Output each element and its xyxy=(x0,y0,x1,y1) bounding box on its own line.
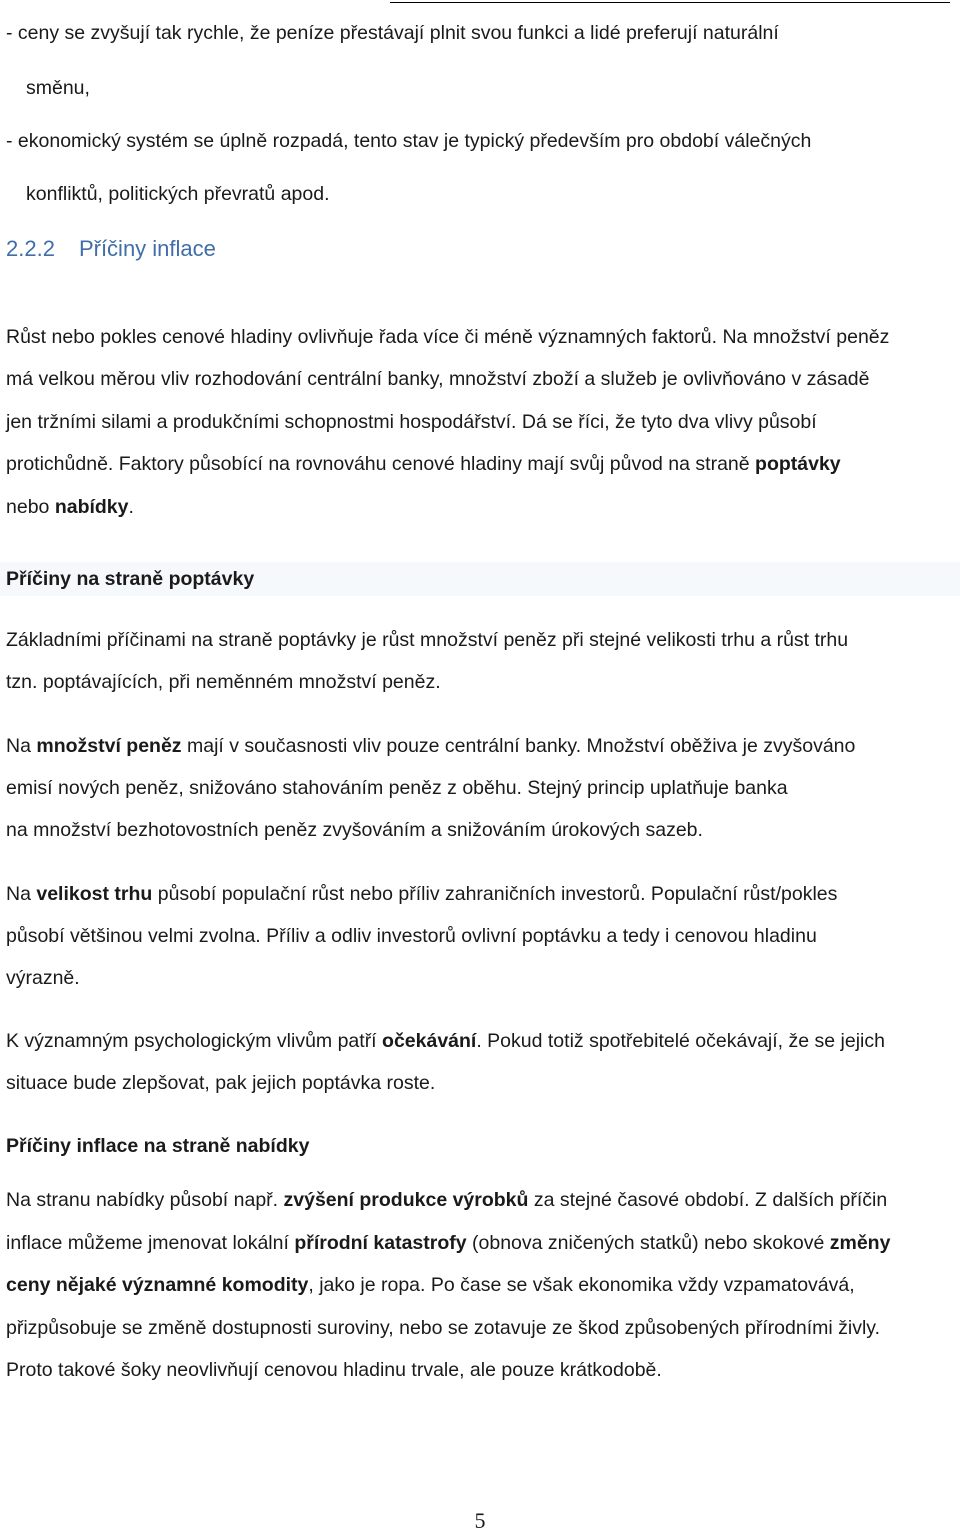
intro-bold: nabídky xyxy=(54,496,129,518)
demand-text: mají v současnosti vliv pouze centrální banky. Množství oběživa je zvyšováno xyxy=(181,735,856,757)
supply-line-4: přizpůsobuje se změně dostupnosti suroviny, nebo se zotavuje ze škod způsobených přírodními živly. xyxy=(6,1317,880,1339)
demand-p3-line-1 xyxy=(6,882,954,906)
demand-p2-line-3: na množství bezhotovostních peněz zvyšováním a snižováním úrokových sazeb. xyxy=(6,819,703,841)
intro-bold: poptávky xyxy=(755,453,841,475)
section-title: Příčiny inflace xyxy=(78,236,216,261)
demand-text: Na xyxy=(6,883,37,905)
intro-line-5 xyxy=(6,495,954,519)
supply-heading xyxy=(6,1134,954,1158)
demand-heading-text: Příčiny na straně poptávky xyxy=(6,568,255,590)
bullet-item-2-line-1: - ekonomický systém se úplně rozpadá, tento stav je typický především pro období válečných xyxy=(6,130,812,152)
demand-p2-line-1 xyxy=(6,734,954,758)
demand-p4-line-2: situace bude zlepšovat, pak jejich poptávka roste. xyxy=(6,1072,436,1094)
supply-bold: ceny nějaké významné komodity xyxy=(6,1274,309,1296)
intro-text: Dá se říci, že tyto dva vlivy působí xyxy=(521,411,817,433)
supply-line-5: Proto takové šoky neovlivňují cenovou hladinu trvale, ale pouze krátkodobě. xyxy=(6,1359,662,1381)
bullet-item-1-line-2: směnu, xyxy=(26,77,90,99)
demand-p1-line-2: tzn. poptávajících, při neměnném množství peněz. xyxy=(6,671,441,693)
intro-line-4 xyxy=(6,452,954,476)
supply-line-3 xyxy=(6,1273,954,1297)
intro-text: Růst nebo pokles cenové hladiny ovlivňuje řada více či méně významných faktorů. xyxy=(6,326,723,348)
supply-text: inflace můžeme jmenovat lokální xyxy=(6,1232,295,1254)
intro-text: nebo xyxy=(6,496,55,518)
page-number: 5 xyxy=(474,1508,486,1533)
demand-p4-line-1 xyxy=(6,1029,954,1053)
supply-text: za stejné časové období. Z dalších příčin xyxy=(528,1189,888,1211)
intro-line-2: má velkou měrou vliv rozhodování centrální banky, množství zboží a služeb je ovlivňováno v zásadě xyxy=(6,368,870,390)
demand-p2-line-2: emisí nových peněz, snižováno stahováním peněz z oběhu. Stejný princip uplatňuje banka xyxy=(6,777,788,799)
supply-text: (obnova zničených statků) nebo skokové xyxy=(466,1232,830,1254)
demand-text: Na xyxy=(6,735,37,757)
intro-text: Na množství peněz xyxy=(722,326,890,348)
demand-p3-line-3: výrazně. xyxy=(6,967,80,989)
supply-heading-text: Příčiny inflace na straně nabídky xyxy=(6,1135,310,1157)
demand-text: . Pokud totiž spotřebitelé očekávají, že se jejich xyxy=(476,1030,885,1052)
demand-p1-line-1: Základními příčinami na straně poptávky je růst množství peněz při stejné velikosti trhu a růst trhu xyxy=(6,629,849,651)
section-heading xyxy=(6,236,216,262)
supply-text: , jako je ropa. Po čase se však ekonomika vždy vzpamatovává, xyxy=(308,1274,855,1296)
intro-line-1 xyxy=(6,325,954,349)
demand-p3-line-2: působí většinou velmi zvolna. Příliv a odliv investorů ovlivní poptávku a tedy i cenovou hladinu xyxy=(6,925,817,947)
intro-text: . xyxy=(128,496,134,518)
demand-bold: očekávání xyxy=(382,1030,477,1052)
demand-text: K významným psychologickým vlivům patří xyxy=(6,1030,383,1052)
supply-bold: zvýšení produkce výrobků xyxy=(283,1189,529,1211)
intro-text: protichůdně. xyxy=(6,453,119,475)
bullet-item-2-line-2: konfliktů, politických převratů apod. xyxy=(26,183,330,205)
supply-bold: změny xyxy=(829,1232,891,1254)
demand-bold: množství peněz xyxy=(36,735,182,757)
header-rule xyxy=(390,2,950,3)
demand-bold: velikost trhu xyxy=(36,883,153,905)
supply-line-1 xyxy=(6,1188,954,1212)
demand-heading xyxy=(6,567,954,591)
supply-line-2 xyxy=(6,1231,954,1255)
section-number: 2.2.2 xyxy=(6,236,55,261)
intro-line-3 xyxy=(6,410,954,434)
supply-text: Na stranu nabídky působí např. xyxy=(6,1189,284,1211)
bullet-item-1-line-1: - ceny se zvyšují tak rychle, že peníze přestávají plnit svou funkci a lidé preferují naturální xyxy=(6,22,779,44)
intro-text: jen tržními silami a produkčními schopnostmi hospodářství. xyxy=(6,411,522,433)
intro-text: Faktory působící na rovnováhu cenové hladiny mají svůj původ na straně xyxy=(118,453,756,475)
demand-text: působí populační růst nebo příliv zahraničních investorů. Populační růst/pokles xyxy=(152,883,838,905)
supply-bold: přírodní katastrofy xyxy=(294,1232,467,1254)
